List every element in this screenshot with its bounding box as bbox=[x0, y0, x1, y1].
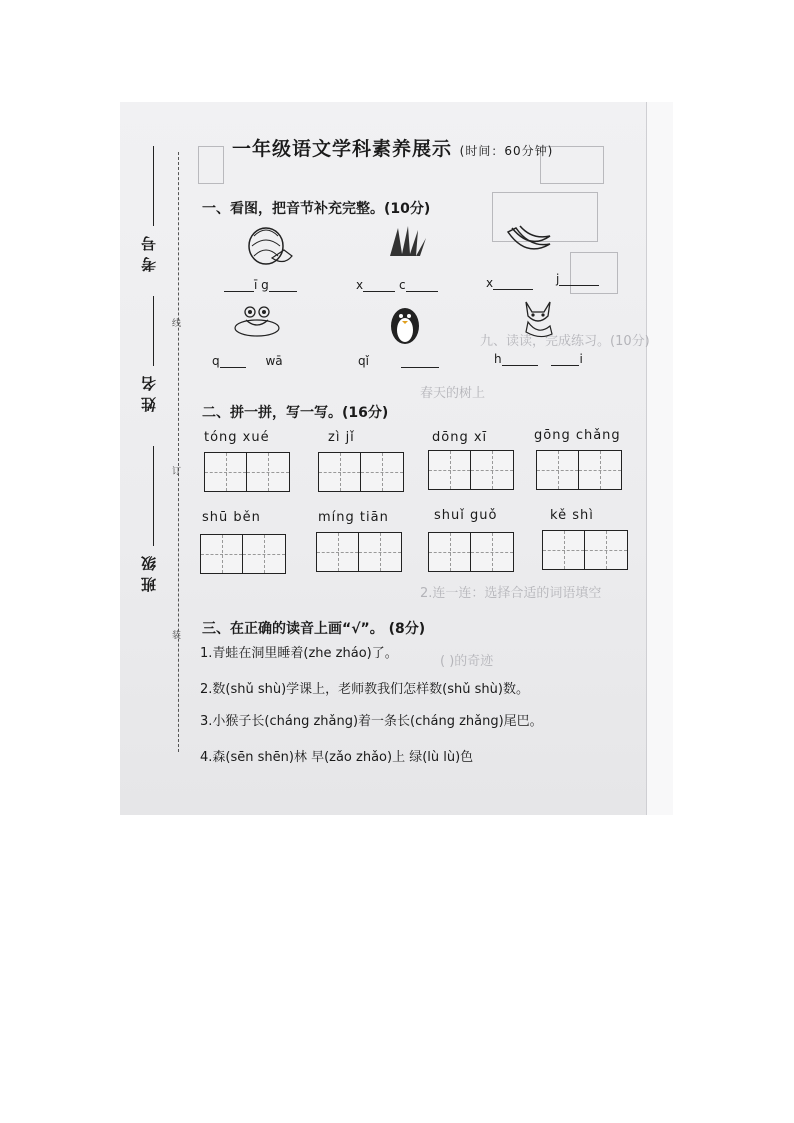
question-3[interactable]: 3.小猴子长(cháng zhǎng)着一条长(cháng zhǎng)尾巴。 bbox=[200, 714, 543, 729]
binding-mark: 订 bbox=[172, 467, 182, 477]
class-field bbox=[138, 442, 168, 592]
adjacent-page-edge bbox=[646, 102, 673, 815]
writing-grid-3[interactable] bbox=[428, 450, 514, 490]
bleed-through-text: ( )的奇迹 bbox=[440, 654, 494, 669]
writing-grid-8[interactable] bbox=[542, 530, 628, 570]
section-1-heading: 一、看图，把音节补充完整。(10分) bbox=[202, 201, 431, 217]
pinyin-word: shuǐ guǒ bbox=[434, 508, 498, 523]
name-field bbox=[138, 292, 168, 412]
time-note: (时间：60分钟) bbox=[459, 144, 554, 158]
scanned-exam-photo bbox=[120, 102, 673, 815]
binding-dashed-line bbox=[178, 152, 179, 752]
exam-number-field bbox=[138, 142, 168, 272]
writing-grid-2[interactable] bbox=[318, 452, 404, 492]
writing-grid-4[interactable] bbox=[536, 450, 622, 490]
writing-grid-6[interactable] bbox=[316, 532, 402, 572]
pinyin-word: zì jǐ bbox=[328, 430, 355, 445]
blank-4[interactable]: j bbox=[556, 272, 599, 286]
question-1[interactable]: 1.青蛙在洞里睡着(zhe zháo)了。 bbox=[200, 646, 398, 661]
exam-number-label: 考号 bbox=[140, 230, 158, 272]
pinyin-word: míng tiān bbox=[318, 510, 389, 525]
watermelon-icon bbox=[244, 220, 294, 268]
bleed-through-text: 九、读读，完成练习。(10分) bbox=[480, 334, 650, 349]
faint-box bbox=[198, 146, 224, 184]
blank-6[interactable]: qǐ bbox=[358, 354, 439, 368]
binding-mark: 装 bbox=[172, 631, 182, 641]
pinyin-word: kě shì bbox=[550, 508, 594, 523]
binding-strip bbox=[120, 102, 180, 815]
pinyin-word: tóng xué bbox=[204, 430, 270, 445]
fox-icon bbox=[518, 296, 558, 338]
exam-number-line bbox=[153, 146, 154, 226]
name-line bbox=[153, 296, 154, 366]
page-title bbox=[232, 134, 553, 161]
question-2[interactable]: 2.数(shǔ shù)学课上，老师教我们怎样数(shǔ shù)数。 bbox=[200, 682, 529, 697]
blank-5[interactable]: q wā bbox=[212, 354, 283, 368]
writing-grid-1[interactable] bbox=[204, 452, 290, 492]
frog-icon bbox=[232, 302, 282, 338]
section-3-heading: 三、在正确的读音上画“√”。 (8分) bbox=[202, 621, 426, 637]
bleed-through-text: 2.连一连：选择合适的词语填空 bbox=[420, 586, 602, 601]
blank-2[interactable]: x c bbox=[356, 278, 438, 292]
penguin-icon bbox=[388, 302, 422, 346]
pinyin-word: dōng xī bbox=[432, 430, 488, 445]
question-4[interactable]: 4.森(sēn shēn)林 早(zǎo zhǎo)上 绿(lù lù)色 bbox=[200, 750, 474, 765]
grass-icon bbox=[386, 224, 428, 258]
name-label: 姓名 bbox=[140, 370, 158, 412]
title-text: 一年级语文学科素养展示 bbox=[232, 138, 453, 160]
section-2-heading: 二、拼一拼，写一写。(16分) bbox=[202, 405, 389, 421]
pinyin-word: shū běn bbox=[202, 510, 261, 525]
pinyin-word: gōng chǎng bbox=[534, 428, 621, 443]
class-line bbox=[153, 446, 154, 546]
class-label: 班级 bbox=[140, 550, 158, 592]
banana-icon bbox=[506, 224, 552, 256]
writing-grid-5[interactable] bbox=[200, 534, 286, 574]
blank-1[interactable]: ī g bbox=[224, 278, 297, 292]
binding-mark: 线 bbox=[172, 319, 182, 329]
blank-3[interactable]: x bbox=[486, 276, 533, 290]
bleed-through-text: 春天的树上 bbox=[420, 386, 486, 401]
blank-7[interactable]: h i bbox=[494, 352, 583, 366]
writing-grid-7[interactable] bbox=[428, 532, 514, 572]
